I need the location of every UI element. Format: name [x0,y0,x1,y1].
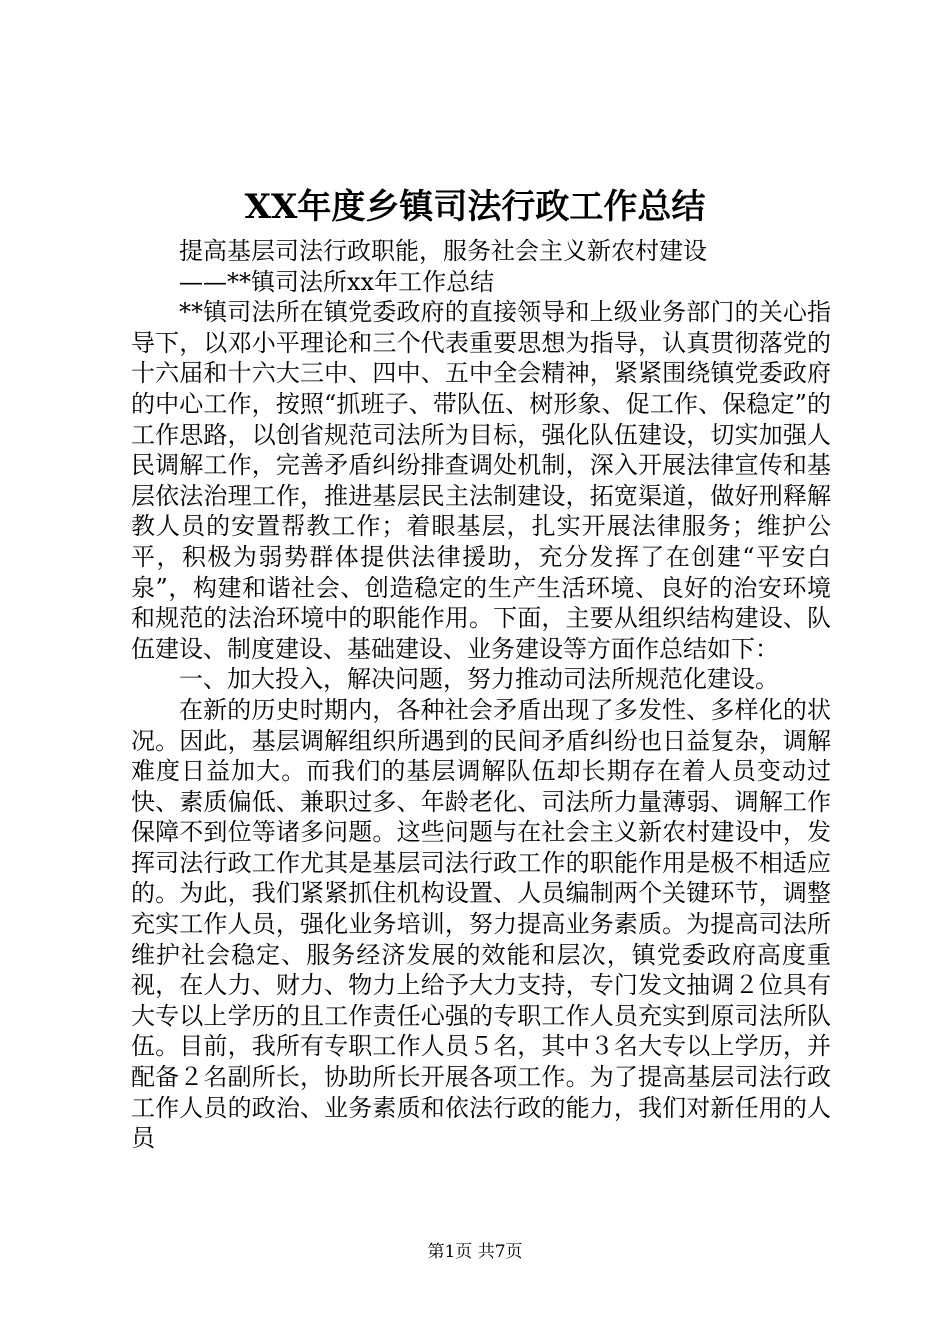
subtitle: 提高基层司法行政职能，服务社会主义新农村建设 [179,237,707,265]
document-title: XX年度乡镇司法行政工作总结 [244,187,706,227]
subtitle-author-line: ——**镇司法所xx年工作总结 [179,267,495,296]
paragraph: **镇司法所在镇党委政府的直接领导和上级业务部门的关心指导下，以邓小平理论和三个代表重要思想为指导，认真贯彻落党的十六届和十六大三中、四中、五中全会精神，紧紧围绕镇党委政府的中心工作，按照“抓班子、带队伍、树形象、促工作、保稳定”的工作思路，以创省规范司法所为目标，强化队伍建设，切实加强人民调解工作，完善矛盾纠纷排查调处机制，深入开展法律宣传和基层依法治理工作，推进基层民主法制建设，拓宽渠道，做好刑释解教人员的安置帮教工作；着眼基层，扎实开展法律服务；维护公平，积极为弱势群体提供法律援助，充分发挥了在创建“平安白泉”，构建和谐社会、创造稳定的生产生活环境、良好的治安环境和规范的法治环境中的职能作用。下面，主要从组织结构建设、队伍建设、制度建设、基础建设、业务建设等方面作总结如下： [131,298,831,663]
section-heading: 一、加大投入，解决问题，努力推动司法所规范化建设。 [179,665,779,694]
paragraph: 在新的历史时期内，各种社会矛盾出现了多发性、多样化的状况。因此，基层调解组织所遇到的民间矛盾纠纷也日益复杂，调解难度日益加大。而我们的基层调解队伍却长期存在着人员变动过快、素质偏低、兼职过多、年龄老化、司法所力量薄弱、调解工作保障不到位等诸多问题。这些问题与在社会主义新农村建设中，发挥司法行政工作尤其是基层司法行政工作的职能作用是极不相适应的。为此，我们紧紧抓住机构设置、人员编制两个关键环节，调整充实工作人员，强化业务培训，努力提高业务素质。为提高司法所维护社会稳定、服务经济发展的效能和层次，镇党委政府高度重视，在人力、财力、物力上给予大力支持，专门发文抽调２位具有大专以上学历的且工作责任心强的专职工作人员充实到原司法所队伍。目前，我所有专职工作人员５名，其中３名大专以上学历，并配备２名副所长，协助所长开展各项工作。为了提高基层司法行政工作人员的政治、业务素质和依法行政的能力，我们对新任用的人员 [131,695,831,1153]
document-body [131,236,831,1154]
page-footer: 第1页 共7页 [427,1242,523,1262]
